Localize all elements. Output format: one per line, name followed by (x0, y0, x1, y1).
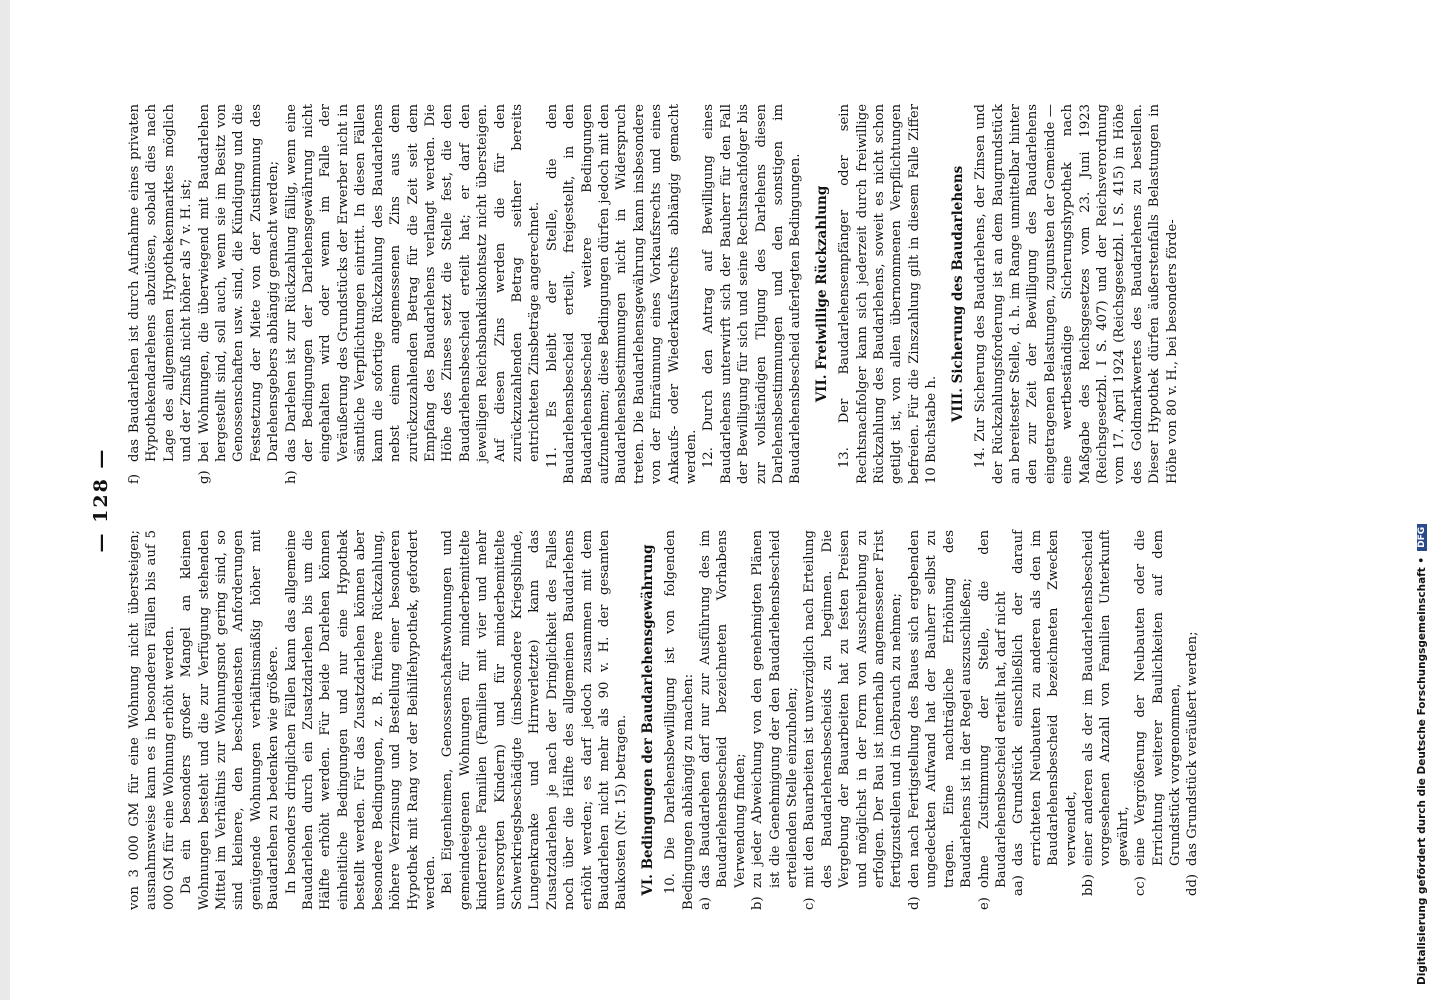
list-item (283, 104, 544, 484)
paragraph: 13. Der Baudarlehensempfänger oder sein Rechtsnachfolger kann sich jederzeit durch freiwillige Rückzahlung des Baudarlehens, soweit es nicht schon getilgt ist, von allen übernommenen Verpflichtungen befreien. Für die Zinszahlung gilt in diesem Falle Ziffer 10 Buchstabe h. (837, 104, 940, 484)
sub-list-item (1184, 530, 1201, 910)
sub-list-item (1132, 530, 1184, 910)
list-marker: g) (196, 470, 212, 484)
paragraph: 14. Zur Sicherung des Baudarlehens, der Zinsen und der Rückzahlungsforderung ist an dem Baugrundstück an bereitester Stelle, d. h. im Range unmittelbar hinter den zur Zeit der Bewilligung des Baudarlehens eingetragenen Belastungen, zugunsten der Gemeinde — eine wertbeständige Sicherungshypothek nach Maßgabe des Reichsgesetzes vom 23. Juni 1923 (Reichsgesetzbl. I S. 407) und der Reichsverordnung vom 17. April 1924 (Reichsgesetzbl. I S. 415) in Höhe des Goldmarkwertes des Baudarlehens zu bestellen. Dieser Hypothek dürfen äußerstenfalls Belastungen in Höhe von 80 v. H., bei besonders förde- (973, 104, 1180, 484)
list-item (801, 530, 905, 910)
list-text: bei Wohnungen, die überwiegend mit Baudarlehen hergestellt sind, soll auch, wenn sie im Besitz von Genossenschaften usw. sind, die Kündigung und die Festsetzung der Miete von der Zustimmung des Darlehensgebers abhängig gemacht werden; (196, 104, 282, 462)
list-marker: dd) (1185, 873, 1201, 896)
page-number: — 128 — (90, 447, 112, 553)
list-marker: aa) (1011, 875, 1027, 896)
sub-list-item (1010, 530, 1080, 910)
list-marker: cc) (1133, 876, 1149, 896)
sub-list-item (1080, 530, 1132, 910)
list-item (976, 530, 1011, 910)
list-item (906, 530, 976, 910)
paragraph: In besonders dringlichen Fällen kann das allgemeine Baudarlehen durch ein Zusatzdarlehen bis um die Hälfte erhöht werden. Für beide Darlehen können einheitliche Bedingungen und nur eine Hypothek bestellt werden. Für das Zusatzdarlehen können aber besondere Bedingungen, z. B. frühere Rückzahlung, höhere Verzinsung und Bestellung einer besonderen Hypothek mit Rang vor der Beihilfehypothek, gefordert werden. (283, 530, 438, 910)
credit-text: Digitalisierung gefördert durch die Deutsche Forschungsgemeinschaft • (1416, 556, 1428, 985)
list-text: das Darlehen ist zur Rückzahlung fällig, wenn eine der Bedingungen der Darlehensgewährung nicht eingehalten wird oder wenn im Falle der Veräußerung des Grundstücks der Erwerber nicht in sämtliche Verpflichtungen eintritt. In diesen Fällen kann die sofortige Rückzahlung des Baudarlehens nebst einem angemessenen Zins aus dem zurückzuzahlenden Betrag für die Zeit seit dem Empfang des Baudarlehens verlangt werden. Die Höhe des Zinses setzt die Stelle fest, die den Baudarlehensbescheid erteilt hat; er darf den jeweiligen Reichsbankdiskontsatz nicht übersteigen. Auf diesen Zins werden die für den zurückzuzahlenden Betrag seither bereits entrichteten Zinsbeträge angerechnet. (283, 104, 543, 462)
section-heading: VI. Bedingungen der Baudarlehensgewährung (639, 544, 656, 896)
list-marker: h) (283, 470, 299, 484)
list-item (126, 104, 196, 484)
paragraph: 10. Die Darlehensbewilligung ist von folgenden Bedingungen abhängig zu machen: (663, 530, 696, 910)
paragraph: 11. Es bleibt der Stelle, die den Baudarlehensbescheid erteilt, freigestellt, in den Baudarlehensbescheid weitere Bedingungen aufzunehmen; diese Bedingungen dürfen jedoch mit den Baudarlehensbestimmungen nicht in Widerspruch treten. Die Baudarlehensgewährung kann insbesondere von der Einräumung eines Vorkaufsrechts und eines Ankaufs- oder Wiederkaufsrechts abhängig gemacht werden. (544, 104, 699, 484)
list-text: das Grundstück veräußert werden; (1185, 631, 1201, 866)
list-marker: a) (698, 896, 713, 910)
list-text: einer anderen als der im Baudarlehensbescheid vorgesehenen Anzahl von Familien Unterkunft gewährt, (1080, 530, 1131, 866)
list-marker: f) (127, 473, 142, 484)
list-text: das Baudarlehen ist durch Aufnahme eines privaten Hypothekendarlehens abzulösen, sobald dies nach Lage des allgemeinen Hypothekenmarktes möglich und der Zinsfuß nicht höher als 7 v. H. ist; (127, 104, 195, 462)
paragraph: Bei Eigenheimen, Genossenschaftswohnungen und gemeindeeigenen Wohnungen für minderbemittelte kinderreiche Familien (Familien mit vier und mehr unversorgten Kindern) und für minderbemittelte Schwerkriegsbeschädigte (insbesondere Kriegsblinde, Lungenkranke und Hirnverletzte) kann das Zusatzdarlehen je nach der Dringlichkeit des Falles noch über die Hälfte des allgemeinen Baudarlehens erhöht werden; es darf jedoch zusammen mit dem Baudarlehen nicht mehr als 90 v. H. der gesamten Baukosten (Nr. 15) betragen. (440, 530, 630, 910)
list-item (697, 530, 749, 910)
section-heading: VIII. Sicherung des Baudarlehens (949, 165, 966, 423)
list-text: zu jeder Abweichung von den genehmigten Plänen ist die Genehmigung der den Baudarlehensbescheid erteilenden Stelle einzuholen; (750, 530, 801, 888)
section-heading: VII. Freiwillige Rückzahlung (813, 185, 830, 403)
list-text: ohne Zustimmung der Stelle, die den Baudarlehensbescheid erteilt hat, darf nicht (976, 530, 1009, 888)
list-text: das Baudarlehen darf nur zur Ausführung des im Baudarlehensbescheid bezeichneten Vorhabens Verwendung finden; (698, 530, 748, 888)
list-marker: c) (802, 897, 818, 910)
list-text: das Grundstück einschließlich der darauf errichteten Neubauten zu anderen als den im Baudarlehensbescheid bezeichneten Zwecken verwendet, (1011, 530, 1079, 866)
paragraph: Da ein besonders großer Mangel an kleinen Wohnungen besteht und die zur Verfügung stehenden Mittel im Verhältnis zur Wohnungsnot gering sind, so sind kleinere, den bescheidensten Anforderungen genügende Wohnungen verhältnismäßig höher mit Baudarlehen zu bedenken wie größere. (179, 530, 282, 910)
list-text: mit den Bauarbeiten ist unverzüglich nach Erteilung des Baudarlehensbescheids zu beginnen. Die Vergebung der Bauarbeiten hat zu festen Preisen und möglichst in der Form von Ausschreibung zu erfolgen. Der Bau ist innerhalb angemessener Frist fertigzustellen und in Gebrauch zu nehmen; (802, 530, 905, 888)
list-text: eine Vergrößerung der Neubauten oder die Errichtung weiterer Baulichkeiten auf dem Grundstück vorgenommen, (1133, 530, 1183, 866)
paragraph: 12. Durch den Antrag auf Bewilligung eines Baudarlehens unterwirft sich der Bauherr für den Fall der Bewilligung für sich und seine Rechtsnachfolger bis zur vollständigen Tilgung des Darlehens diesen Darlehensbestimmungen und den sonstigen im Baudarlehensbescheid auferlegten Bedingungen. (701, 104, 804, 484)
scanned-page (90, 90, 1300, 910)
list-text: den nach Fertigstellung des Baues sich ergebenden ungedeckten Aufwand hat der Bauherr selbst zu tragen. Eine nachträgliche Erhöhung des Baudarlehens ist in der Regel auszuschließen; (906, 530, 975, 888)
scan-edge (0, 0, 10, 1000)
dfg-logo: DFG (1417, 524, 1427, 551)
list-marker: b) (750, 896, 766, 910)
right-column (126, 104, 1181, 484)
list-marker: d) (906, 896, 922, 910)
digitization-credit (1414, 0, 1430, 985)
left-column (126, 530, 1202, 910)
list-marker: e) (976, 897, 992, 910)
paragraph: von 3 000 GM für eine Wohnung nicht übersteigen; ausnahmsweise kann es in besonderen Fällen bis auf 5 000 GM für eine Wohnung erhöht werden. (127, 530, 177, 910)
list-marker: bb) (1080, 873, 1096, 896)
list-item (749, 530, 801, 910)
list-item (196, 104, 283, 484)
